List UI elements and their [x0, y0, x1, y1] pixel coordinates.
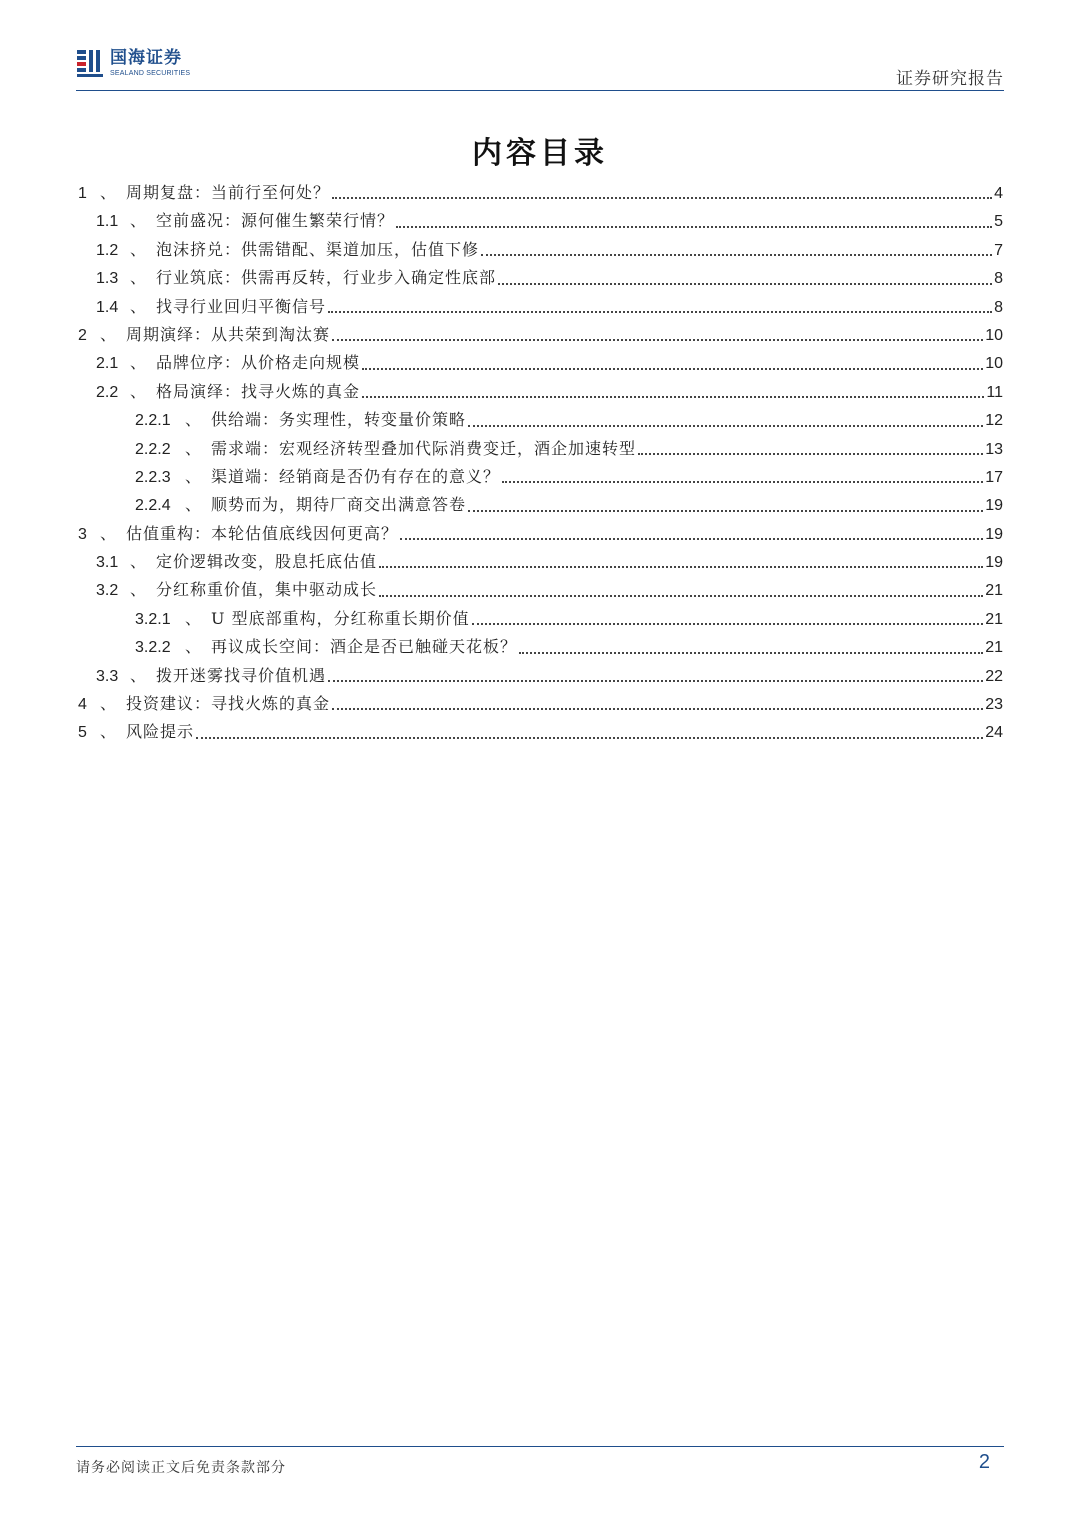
toc-entry-label: 供给端：务实理性，转变量价策略	[211, 410, 467, 430]
toc-entry-number: 1	[78, 185, 87, 202]
toc-dot-leader	[638, 452, 983, 455]
toc-entry-number: 2.2.1	[135, 412, 171, 430]
toc-entry-number: 2.2.3	[135, 468, 171, 486]
toc-entry-separator: 、	[130, 268, 147, 288]
toc-dot-leader	[328, 310, 992, 313]
toc-entry-number: 2.2.2	[135, 440, 171, 458]
toc-entry[interactable]	[78, 349, 1003, 377]
page-footer	[76, 1446, 1004, 1487]
toc-entry[interactable]	[78, 605, 1003, 633]
toc-entry-separator: 、	[130, 211, 147, 231]
toc-entry-page: 12	[985, 412, 1003, 430]
toc-entry-page: 13	[985, 440, 1003, 458]
sealand-logo-icon	[76, 48, 104, 78]
toc-entry-label: 格局演绎：找寻火炼的真金	[156, 381, 361, 401]
toc-entry-label: U 型底部重构，分红称重长期价值	[211, 608, 470, 628]
toc-entry-label: 定价逻辑改变，股息托底估值	[156, 552, 378, 572]
brand-logo	[76, 46, 190, 80]
toc-entry-page: 22	[985, 667, 1003, 685]
toc-entry-separator: 、	[185, 410, 202, 430]
toc-entry-label: 再议成长空间：酒企是否已触碰天花板？	[211, 637, 518, 657]
toc-entry-page: 23	[985, 696, 1003, 714]
toc-dot-leader	[379, 565, 983, 568]
toc-entry-separator: 、	[100, 183, 117, 202]
toc-entry-separator: 、	[130, 381, 147, 401]
toc-entry-separator: 、	[130, 239, 147, 259]
toc-entry-number: 3.2	[96, 582, 119, 600]
toc-entry-label: 风险提示	[126, 722, 195, 742]
toc-entry[interactable]	[78, 690, 1003, 718]
toc-entry-page: 24	[985, 724, 1003, 742]
toc-dot-leader	[472, 622, 984, 625]
toc-entry-number: 2.2	[96, 383, 119, 401]
toc-entry-label: 顺势而为，期待厂商交出满意答卷	[211, 495, 467, 515]
toc-entry-label: 找寻行业回归平衡信号	[156, 296, 327, 316]
toc-entry-number: 3.2.2	[135, 639, 171, 657]
toc-entry-number: 3.2.1	[135, 610, 171, 628]
toc-entry-label: 空前盛况：源何催生繁荣行情？	[156, 211, 395, 231]
toc-entry-number: 4	[78, 696, 87, 714]
toc-entry-number: 3.1	[96, 554, 119, 572]
toc-entry-page: 17	[985, 468, 1003, 486]
toc-title: 内容目录	[472, 136, 608, 171]
toc-entry-label: 分红称重价值，集中驱动成长	[156, 580, 378, 600]
toc-entry[interactable]	[78, 463, 1003, 491]
toc-entry[interactable]	[78, 207, 1003, 235]
toc-entry-label: 投资建议：寻找火炼的真金	[126, 694, 331, 714]
toc-entry-number: 5	[78, 724, 87, 742]
toc-entry-page: 10	[985, 326, 1003, 344]
toc-entry[interactable]	[78, 179, 1003, 207]
toc-entry-number: 1.4	[96, 298, 119, 316]
toc-entry-page: 8	[994, 270, 1003, 288]
toc-dot-leader	[468, 424, 983, 427]
toc-entry-page: 11	[986, 383, 1003, 401]
toc-entry-label: 需求端：宏观经济转型叠加代际消费变迁，酒企加速转型	[211, 438, 637, 458]
toc-entry-page: 21	[985, 610, 1003, 628]
toc-entry-page: 21	[985, 639, 1003, 657]
page-number: 2	[978, 1451, 990, 1473]
toc-entry-number: 2.1	[96, 355, 119, 373]
brand-name-en: SEALAND SECURITIES	[110, 69, 191, 77]
toc-entry-page: 10	[985, 355, 1003, 373]
toc-entry[interactable]	[78, 236, 1003, 264]
toc-entry-separator: 、	[185, 608, 202, 628]
toc-dot-leader	[502, 480, 983, 483]
toc-entry[interactable]	[78, 520, 1003, 548]
toc-entry[interactable]	[78, 406, 1003, 434]
disclaimer-note: 请务必阅读正文后免责条款部分	[76, 1460, 286, 1476]
toc-entry-number: 3.3	[96, 667, 119, 685]
toc-dot-leader	[328, 679, 983, 682]
toc-entry-page: 4	[994, 185, 1003, 202]
toc-entry-separator: 、	[130, 552, 147, 572]
toc-entry[interactable]	[78, 576, 1003, 604]
toc-entry-separator: 、	[185, 495, 202, 515]
toc-entry[interactable]	[78, 662, 1003, 690]
toc-entry-label: 拨开迷雾找寻价值机遇	[156, 665, 327, 685]
toc-entry[interactable]	[78, 435, 1003, 463]
toc-dot-leader	[396, 225, 992, 228]
toc-entry-number: 1.1	[96, 213, 119, 231]
brand-name-cn: 国海证券	[110, 47, 182, 68]
toc-entry[interactable]	[78, 378, 1003, 406]
toc-entry-separator: 、	[130, 580, 147, 600]
toc-dot-leader	[400, 537, 983, 540]
toc-entry-separator: 、	[100, 694, 117, 714]
toc-entry-page: 19	[985, 497, 1003, 515]
table-of-contents	[78, 179, 1003, 747]
toc-entry-number: 2.2.4	[135, 497, 171, 515]
toc-entry-label: 品牌位序：从价格走向规模	[156, 353, 361, 373]
toc-entry[interactable]	[78, 321, 1003, 349]
toc-entry-page: 21	[985, 582, 1003, 600]
toc-dot-leader	[332, 338, 983, 341]
page-header	[76, 44, 1004, 91]
toc-entry-label: 泡沫挤兑：供需错配、渠道加压，估值下修	[156, 239, 480, 259]
toc-dot-leader	[498, 282, 992, 285]
toc-entry-number: 3	[78, 525, 87, 543]
toc-entry-page: 19	[985, 554, 1003, 572]
toc-entry-separator: 、	[100, 324, 117, 344]
document-type: 证券研究报告	[896, 69, 1004, 89]
toc-dot-leader	[362, 367, 983, 370]
toc-entry[interactable]	[78, 491, 1003, 519]
toc-entry-separator: 、	[185, 438, 202, 458]
toc-entry-number: 2	[78, 326, 87, 344]
toc-entry-page: 8	[994, 298, 1003, 316]
toc-entry-separator: 、	[185, 637, 202, 657]
toc-entry[interactable]	[78, 264, 1003, 292]
toc-dot-leader	[362, 395, 984, 398]
toc-entry-label: 估值重构：本轮估值底线因何更高？	[126, 523, 399, 543]
toc-entry-number: 1.2	[96, 241, 119, 259]
toc-entry[interactable]	[78, 718, 1003, 746]
toc-dot-leader	[332, 707, 983, 710]
toc-entry-separator: 、	[100, 722, 117, 742]
toc-entry-page: 5	[994, 213, 1003, 231]
toc-dot-leader	[196, 736, 983, 739]
toc-dot-leader	[468, 509, 983, 512]
toc-entry[interactable]	[78, 293, 1003, 321]
toc-entry-label: 行业筑底：供需再反转，行业步入确定性底部	[156, 268, 497, 288]
toc-entry-page: 19	[985, 525, 1003, 543]
toc-entry-label: 周期复盘：当前行至何处？	[126, 183, 331, 202]
toc-dot-leader	[379, 594, 983, 597]
toc-entry-label: 渠道端：经销商是否仍有存在的意义？	[211, 466, 501, 486]
toc-entry-separator: 、	[130, 296, 147, 316]
toc-entry[interactable]	[78, 548, 1003, 576]
toc-entry-page: 7	[994, 241, 1003, 259]
toc-entry-separator: 、	[100, 523, 117, 543]
toc-entry-separator: 、	[185, 466, 202, 486]
toc-entry-number: 1.3	[96, 270, 119, 288]
toc-entry[interactable]	[78, 633, 1003, 661]
toc-entry-label: 周期演绎：从共荣到淘汰赛	[126, 324, 331, 344]
toc-entry-separator: 、	[130, 665, 147, 685]
toc-entry-separator: 、	[130, 353, 147, 373]
toc-dot-leader	[519, 651, 983, 654]
toc-dot-leader	[332, 196, 992, 199]
toc-dot-leader	[481, 253, 992, 256]
